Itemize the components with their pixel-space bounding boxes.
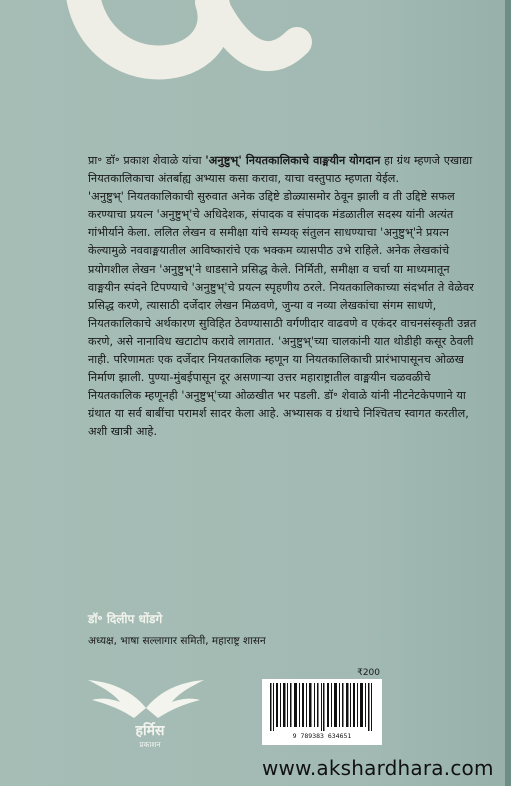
isbn-digits: 9 789383 634651 bbox=[292, 732, 352, 740]
cover-edge bbox=[505, 0, 511, 786]
decorative-glyph-icon bbox=[62, 0, 312, 102]
website-url[interactable]: www.akshardhara.com bbox=[262, 756, 494, 780]
blurb-text bbox=[88, 152, 480, 442]
blurb-paragraph-1: प्रा॰ डॉ॰ प्रकाश शेवाळे यांचा 'अनुष्टुभ्' नियतकालिकाचे वाङ्मयीन योगदान हा ग्रंथ म्हणजे एखाद्या नियतकालिकाचा अंतर्बाह्य अभ्यास कसा करावा, याचा वस्तुपाठ म्हणता येईल. bbox=[88, 154, 473, 186]
reviewer-role: अध्यक्ष, भाषा सल्लागार समिती, महाराष्ट्र शासन bbox=[88, 635, 266, 647]
barcode-bars bbox=[270, 683, 374, 731]
book-title: 'अनुष्टुभ्' नियतकालिकाचे वाङ्मयीन योगदान bbox=[205, 154, 381, 167]
barcode bbox=[262, 679, 382, 745]
reviewer-name: डॉ॰ दिलीप धोंडगे bbox=[88, 612, 163, 626]
blurb-paragraph-2: 'अनुष्टुभ्' नियतकालिकाची सुरुवात अनेक उद्दिष्टे डोळ्यासमोर ठेवून झाली व ती उद्दिष्टे सफल करण्याचा प्रयत्न 'अनुष्टुभ्'चे अधिदेशक, संपादक व संपादक मंडळातील सदस्य यांनी अत्यंत गांभीर्याने केला. ललित लेखन व समीक्षा यांचे सम्यक् संतुलन साधण्याचा 'अनुष्टुभ्'ने प्रयत्न केल्यामुळे नववाङ्मयातील आविष्कारांचे एक भक्कम व्यासपीठ उभे राहिले. अनेक लेखकांचे प्रयोगशील लेखन 'अनुष्टुभ्'ने धाडसाने प्रसिद्ध केले. निर्मिती, समीक्षा व चर्चा या माध्यमातून वाङ्मयीन स्पंदने टिपण्याचे 'अनुष्टुभ्'चे प्रयत्न स्पृहणीय ठरले. नियतकालिकाच्या संदर्भात ते वेळेवर प्रसिद्ध करणे, त्यासाठी दर्जेदार लेखन मिळवणे, जुन्या व नव्या लेखकांचा संगम साधणे, नियतकालिकाचे अर्थकारण सुविहित ठेवण्यासाठी वर्गणीदार वाढवणे व एकंदर वाचनसंस्कृती उन्नत करणे, असे नानाविध खटाटोप करावे लागतात. 'अनुष्टुभ्'च्या चालकांनी यात थोडीही कसूर ठेवली नाही. परिणामतः एक दर्जेदार नियतकालिक म्हणून या नियतकालिकाची प्रारंभापासूनच ओळख निर्माण झाली. पुण्या-मुंबईपासून दूर असणाऱ्या उत्तर महाराष्ट्रातील वाङ्मयीन चळवळीचे नियतकालिक म्हणूनही 'अनुष्टुभ्'च्या ओळखीत भर पडली. डॉ॰ शेवाळे यांनी नीटनेटकेपणाने या ग्रंथात या सर्व बाबींचा परामर्श सादर केला आहे. अभ्यासक व ग्रंथाचे निश्चितच स्वागत करतील, अशी खात्री आहे. bbox=[88, 190, 477, 439]
publisher-sub: प्रकाशन bbox=[139, 740, 161, 749]
price-label: ₹200 bbox=[357, 668, 380, 678]
publisher-wordmark: हर्मिस bbox=[135, 723, 165, 739]
